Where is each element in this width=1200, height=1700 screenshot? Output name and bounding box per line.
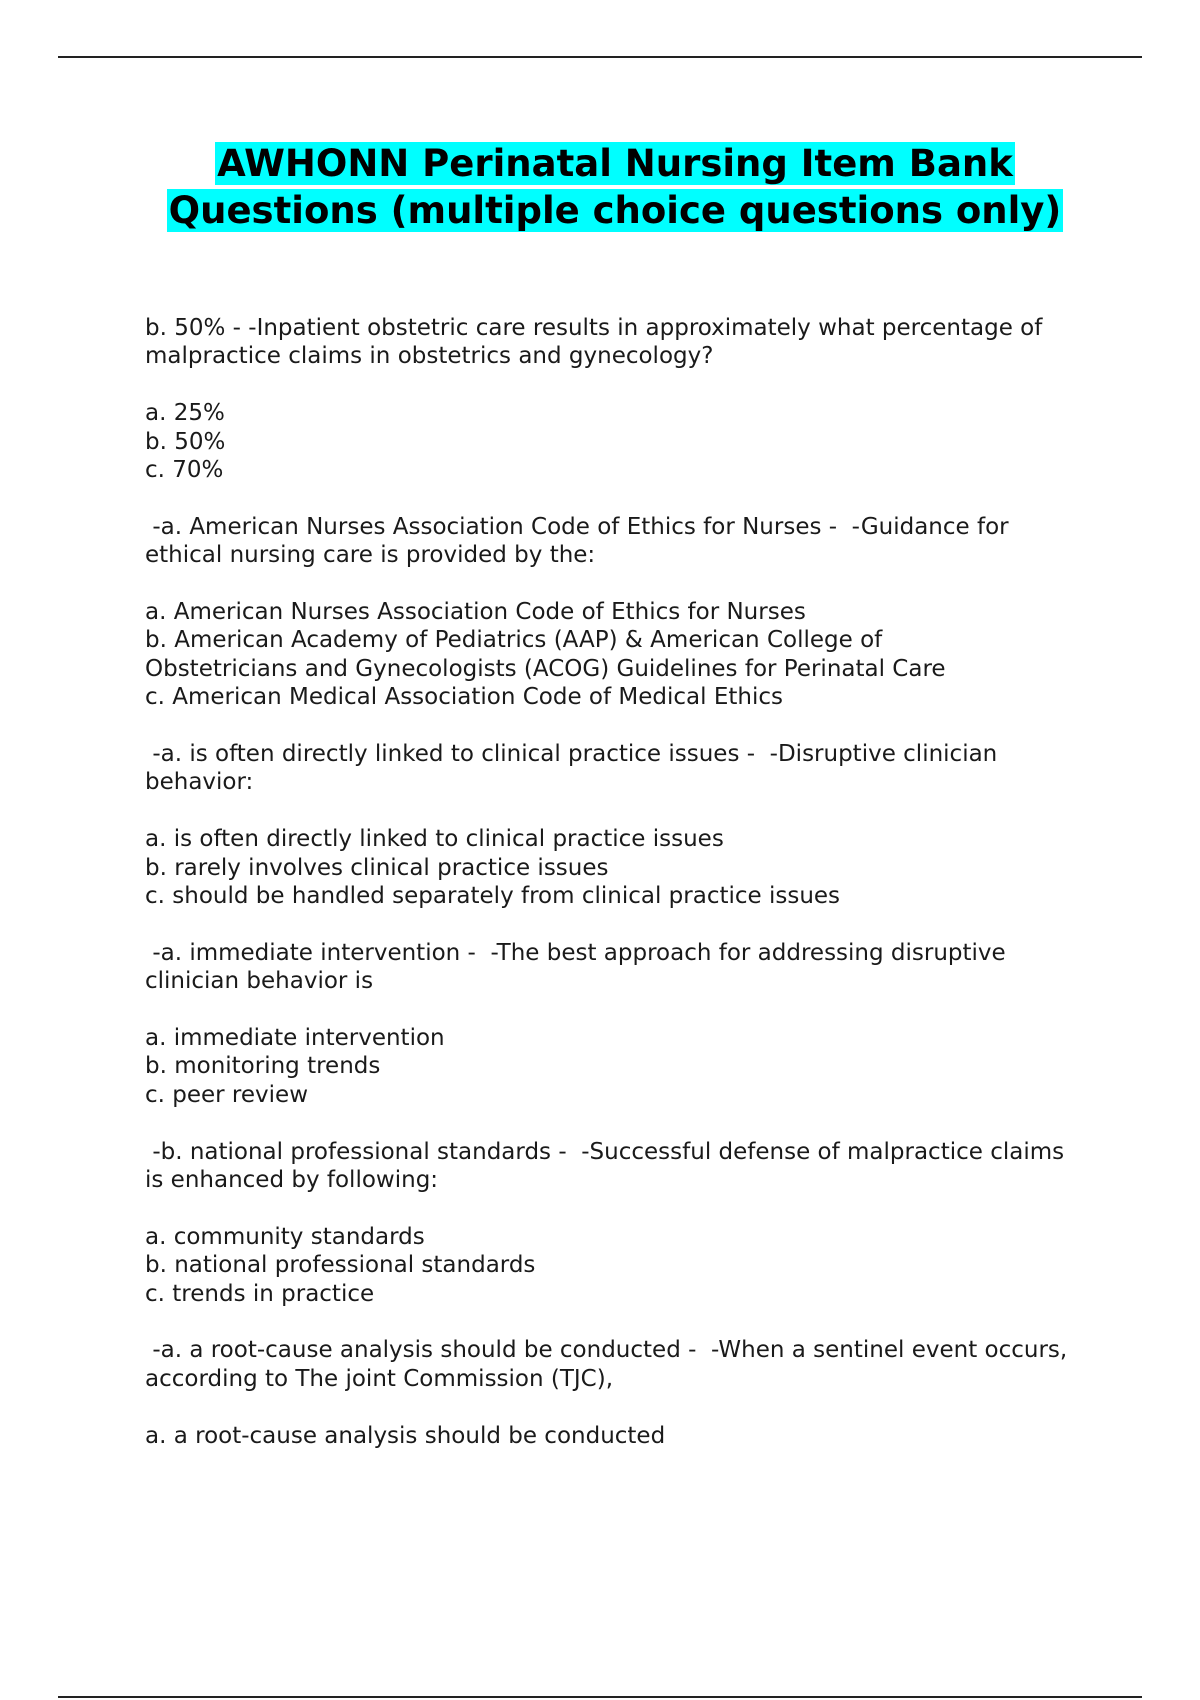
option-list [145, 1422, 1085, 1450]
option-item: b. 50% [145, 428, 226, 455]
option-item: a. a root-cause analysis should be conducted [145, 1422, 666, 1449]
option-item: b. American Academy of Pediatrics (AAP) & American College of Obstetricians and Gynecologists (ACOG) Guidelines for Perinatal Care [145, 627, 946, 682]
option-list [145, 598, 1085, 712]
question-text: -a. immediate intervention - -The best approach for addressing disruptive clinician behavior is [145, 939, 1014, 995]
question-item [145, 513, 1085, 570]
option-item: a. is often directly linked to clinical practice issues [145, 826, 724, 853]
question-text: -a. American Nurses Association Code of Ethics for Nurses - -Guidance for ethical nursing care is provided by the: [145, 513, 1016, 569]
option-item: a. community standards [145, 1223, 425, 1250]
question-list [145, 314, 1085, 1478]
question-item [145, 740, 1085, 797]
option-list [145, 399, 1085, 484]
option-item: c. trends in practice [145, 1280, 375, 1307]
option-list [145, 825, 1085, 910]
option-item: b. monitoring trends [145, 1053, 381, 1080]
footer-rule [58, 1696, 1142, 1698]
option-item: a. 25% [145, 400, 225, 427]
question-text: -b. national professional standards - -Successful defense of malpractice claims is enhanced by following: [145, 1138, 1072, 1194]
option-list [145, 1223, 1085, 1308]
question-item [145, 939, 1085, 996]
option-item: a. American Nurses Association Code of Ethics for Nurses [145, 599, 806, 626]
option-item: c. peer review [145, 1081, 308, 1108]
question-text: b. 50% - -Inpatient obstetric care results in approximately what percentage of malpractice claims in obstetrics and gynecology? [145, 315, 1043, 370]
question-text: -a. a root-cause analysis should be conducted - -When a sentinel event occurs, according to The joint Commission (TJC), [145, 1337, 1075, 1392]
option-item: b. rarely involves clinical practice issues [145, 854, 609, 881]
question-item [145, 1138, 1085, 1195]
page-title [120, 140, 1110, 234]
page-title-text: AWHONN Perinatal Nursing Item Bank Questions (multiple choice questions only) [168, 142, 1062, 232]
header-rule [58, 56, 1142, 58]
question-item [145, 314, 1085, 371]
question-item [145, 1336, 1085, 1393]
option-item: c. should be handled separately from clinical practice issues [145, 883, 841, 910]
option-item: a. immediate intervention [145, 1025, 445, 1052]
option-list [145, 1024, 1085, 1109]
option-item: b. national professional standards [145, 1252, 536, 1279]
option-item: c. American Medical Association Code of Medical Ethics [145, 684, 783, 711]
option-item: c. 70% [145, 457, 224, 484]
question-text: -a. is often directly linked to clinical practice issues - -Disruptive clinician behavior: [145, 741, 1005, 796]
